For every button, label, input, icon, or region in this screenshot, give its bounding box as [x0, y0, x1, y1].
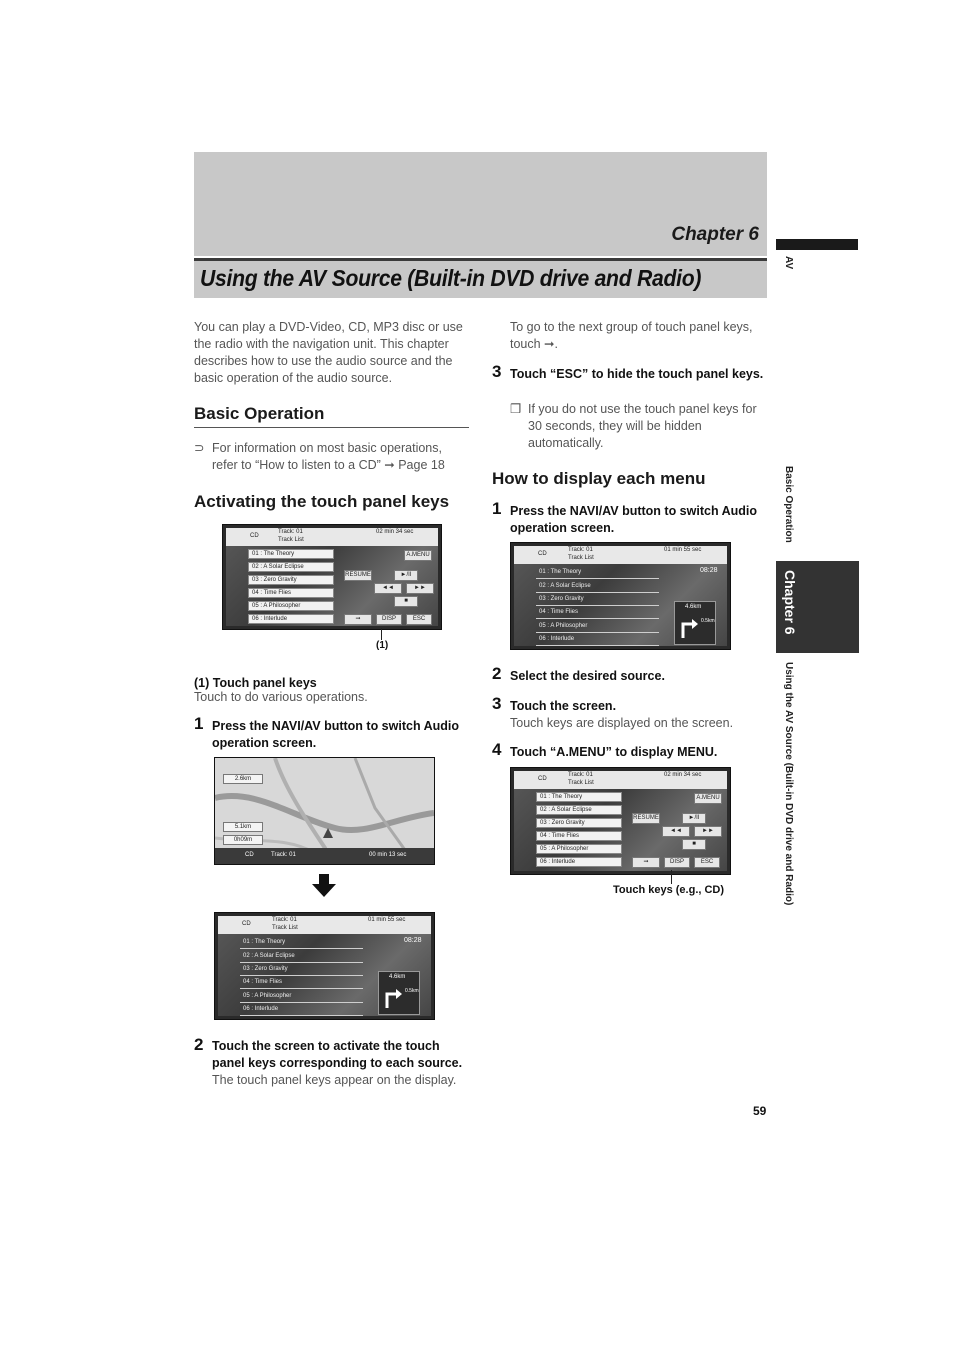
amenu-button[interactable]: A.MENU: [694, 793, 722, 804]
menu-step-3-desc: Touch keys are displayed on the screen.: [510, 716, 734, 730]
cd-label: CD: [250, 533, 259, 539]
clock-label: 08:28: [700, 567, 718, 574]
menu-step-2-text: Select the desired source.: [510, 669, 665, 683]
track-line: 02 : A Solar Eclipse: [240, 951, 363, 963]
track-list-screenshot-right: [510, 542, 731, 650]
esc-button[interactable]: ESC: [406, 614, 432, 625]
esc-button[interactable]: ESC: [694, 857, 720, 868]
touch-keys-label: (1) Touch panel keys: [194, 676, 317, 690]
callout-line: [381, 628, 382, 640]
track-line: 01 : The Theory: [536, 567, 659, 579]
guidance-box: [378, 971, 420, 1015]
track-item[interactable]: 02 : A Solar Eclipse: [248, 562, 334, 572]
basic-operation-heading: Basic Operation: [194, 404, 325, 423]
stop-button[interactable]: ■: [394, 596, 418, 607]
map-screenshot: [214, 757, 435, 865]
play-pause-button[interactable]: ►/II: [682, 813, 706, 824]
guidance-sub-distance: 0.5km: [405, 988, 419, 994]
step-number: 3: [492, 362, 502, 381]
callout-1: (1): [376, 640, 389, 651]
cd-label: CD: [242, 921, 251, 927]
track-label: Track: 01: [272, 917, 297, 923]
track-list-label: Track List: [568, 780, 594, 786]
cd-label: CD: [538, 551, 547, 557]
side-chapter-label: Chapter 6: [782, 570, 798, 635]
step-number: 1: [194, 714, 204, 733]
note-checkbox-bullet: ❒: [510, 402, 522, 416]
track-label: Track: 01: [278, 529, 303, 535]
next-group-button[interactable]: ➞: [632, 857, 660, 868]
track-item[interactable]: 06 : Interlude: [248, 614, 334, 624]
menu-heading: How to display each menu: [492, 469, 706, 488]
map-bottom-bar: [215, 848, 434, 864]
step-3-note: If you do not use the touch panel keys for 30 seconds, they will be hidden automatically.: [528, 402, 757, 450]
step-3-text: Touch “ESC” to hide the touch panel keys.: [510, 367, 764, 381]
map-distance-2: 5.1km: [223, 822, 263, 832]
touch-keys-caption: Touch keys (e.g., CD): [613, 884, 725, 896]
track-item[interactable]: 05 : A Philosopher: [536, 844, 622, 854]
next-group-button[interactable]: ➞: [344, 614, 372, 625]
guidance-distance: 4.6km: [685, 604, 702, 610]
activating-heading: Activating the touch panel keys: [194, 492, 450, 511]
track-list-screenshot: [214, 912, 435, 1020]
disp-button[interactable]: DISP: [376, 614, 402, 625]
track-list-label: Track List: [278, 537, 304, 543]
note-bullet: ⊃: [194, 441, 205, 455]
callout-line: [671, 870, 672, 884]
clock-label: 08:28: [404, 937, 422, 944]
track-line: 02 : A Solar Eclipse: [536, 581, 659, 593]
track-label: Track: 01: [568, 772, 593, 778]
track-line: 06 : Interlude: [536, 634, 659, 646]
page-number: 59: [753, 1104, 767, 1118]
basic-note: For information on most basic operations, refer to “How to listen to a CD” ➞ Page 18: [212, 441, 445, 472]
stop-button[interactable]: ■: [682, 839, 706, 850]
map-time: 0h09m: [223, 835, 263, 845]
heading-rule: [194, 427, 469, 428]
play-pause-button[interactable]: ►/II: [394, 570, 418, 581]
track-item[interactable]: 06 : Interlude: [536, 857, 622, 867]
cd-touch-panel-screenshot: [222, 524, 442, 630]
track-label: Track: 01: [568, 547, 593, 553]
chapter-label: Chapter 6: [671, 224, 759, 245]
track-list-label: Track List: [272, 925, 298, 931]
track-line: 03 : Zero Gravity: [536, 594, 659, 606]
map-distance-1: 2.6km: [223, 774, 263, 784]
step-number: 1: [492, 499, 502, 518]
side-tab-bar: [776, 239, 858, 250]
track-line: 04 : Time Flies: [536, 607, 659, 619]
track-line: 05 : A Philosopher: [240, 991, 363, 1003]
map-time-label: 00 min 13 sec: [369, 852, 407, 858]
time-label: 01 min 55 sec: [368, 917, 406, 923]
page-title: Using the AV Source (Built-in DVD drive and Radio): [200, 265, 702, 291]
step-number: 2: [492, 664, 502, 683]
step-number: 2: [194, 1035, 204, 1054]
map-track-label: Track: 01: [271, 852, 296, 858]
track-item[interactable]: 04 : Time Flies: [536, 831, 622, 841]
resume-button[interactable]: RESUME: [632, 813, 660, 824]
menu-step-1-text: Press the NAVI/AV button to switch Audio operation screen.: [510, 504, 757, 535]
track-line: 01 : The Theory: [240, 937, 363, 949]
menu-step-4-text: Touch “A.MENU” to display MENU.: [510, 745, 718, 759]
next-button[interactable]: ►►: [406, 583, 434, 594]
track-line: 05 : A Philosopher: [536, 621, 659, 633]
track-item[interactable]: 03 : Zero Gravity: [248, 575, 334, 585]
track-item[interactable]: 03 : Zero Gravity: [536, 818, 622, 828]
time-label: 02 min 34 sec: [664, 772, 702, 778]
track-item[interactable]: 02 : A Solar Eclipse: [536, 805, 622, 815]
track-item[interactable]: 01 : The Theory: [536, 792, 622, 802]
prev-button[interactable]: ◄◄: [374, 583, 402, 594]
next-group-text: To go to the next group of touch panel keys, touch ➞.: [510, 320, 753, 351]
guidance-distance: 4.6km: [389, 974, 406, 980]
side-basic-label: Basic Operation: [783, 466, 794, 543]
track-item[interactable]: 05 : A Philosopher: [248, 601, 334, 611]
track-item[interactable]: 04 : Time Flies: [248, 588, 334, 598]
amenu-button[interactable]: A.MENU: [404, 550, 432, 561]
resume-button[interactable]: RESUME: [344, 570, 372, 581]
time-label: 01 min 55 sec: [664, 547, 702, 553]
cd-touch-keys-screenshot: [510, 767, 731, 875]
time-label: 02 min 34 sec: [376, 529, 414, 535]
menu-step-3-text: Touch the screen.: [510, 699, 617, 713]
map-cd-label: CD: [245, 852, 254, 858]
touch-keys-desc: Touch to do various operations.: [194, 690, 368, 704]
turn-right-icon: [679, 616, 699, 640]
track-line: 04 : Time Flies: [240, 977, 363, 989]
step-number: 3: [492, 694, 502, 713]
track-list-label: Track List: [568, 555, 594, 561]
track-item[interactable]: 01 : The Theory: [248, 549, 334, 559]
track-line: 06 : Interlude: [240, 1004, 363, 1016]
guidance-box: [674, 601, 716, 645]
step-1-text: Press the NAVI/AV button to switch Audio operation screen.: [212, 719, 459, 750]
cd-label: CD: [538, 776, 547, 782]
intro-paragraph: You can play a DVD-Video, CD, MP3 disc or use the radio with the navigation unit. This chapter describes how to use the audio source and the basic operation of the audio source.: [194, 320, 463, 385]
turn-right-icon: [383, 986, 403, 1010]
guidance-sub-distance: 0.5km: [701, 618, 715, 624]
disp-button[interactable]: DISP: [664, 857, 690, 868]
down-arrow-icon: [312, 874, 336, 898]
side-av-label: AV: [783, 256, 794, 270]
step-2-text: Touch the screen to activate the touch panel keys corresponding to each source.: [212, 1039, 463, 1070]
prev-button[interactable]: ◄◄: [662, 826, 690, 837]
next-button[interactable]: ►►: [694, 826, 722, 837]
side-section-label: Using the AV Source (Built-in DVD drive and Radio): [783, 662, 794, 906]
step-number: 4: [492, 740, 502, 759]
step-2-desc: The touch panel keys appear on the display.: [212, 1073, 457, 1087]
track-line: 03 : Zero Gravity: [240, 964, 363, 976]
